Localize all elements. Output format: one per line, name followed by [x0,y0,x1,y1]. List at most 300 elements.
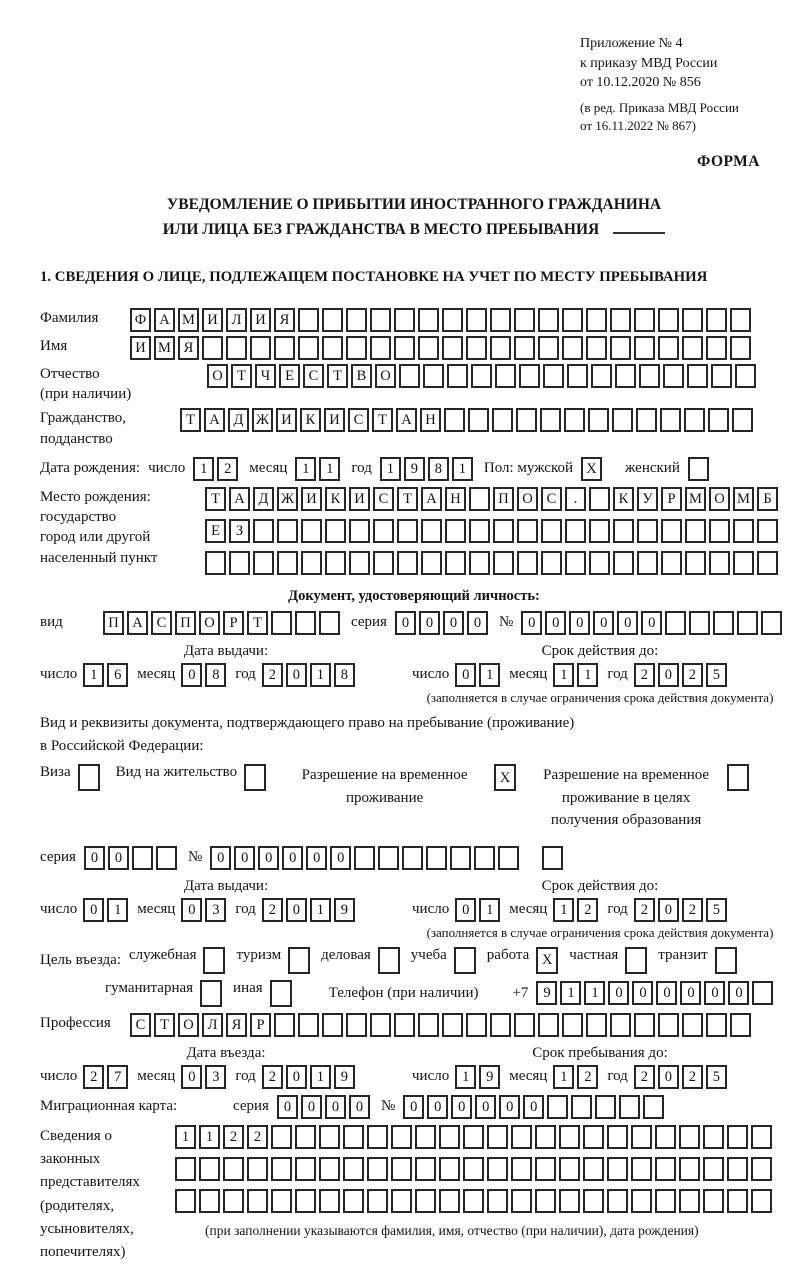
box-cell [711,364,732,388]
box-cell [490,336,511,360]
residence-issue-col [40,878,412,941]
doc-issue-month [181,663,229,687]
box-cell [466,336,487,360]
box-cell: 2 [682,1065,703,1089]
form-title-line1: УВЕДОМЛЕНИЕ О ПРИБЫТИИ ИНОСТРАННОГО ГРАЖДАНИНА [166,196,662,214]
box-cell: О [178,1013,199,1037]
box-cell [757,551,778,575]
box-cell: 2 [577,898,598,922]
box-cell: Т [231,364,252,388]
temp-residence-education-checkbox [727,764,752,791]
box-cell [247,1157,268,1181]
box-cell: Р [250,1013,271,1037]
box-cell: 2 [262,898,283,922]
box-cell [397,519,418,543]
box-cell: 0 [608,981,629,1005]
box-cell [511,1125,532,1149]
box-cell [727,764,749,791]
forma-label: ФОРМА [696,153,760,171]
box-cell [298,1013,319,1037]
box-cell [562,308,583,332]
box-cell [418,308,439,332]
box-cell: Я [178,336,199,360]
box-cell: 0 [181,663,202,687]
business-checkbox [378,947,403,974]
residence-issue-day [83,898,131,922]
box-cell [589,551,610,575]
visit-purpose-row [40,947,788,974]
box-cell [542,846,563,870]
box-cell [514,1013,535,1037]
box-cell [373,551,394,575]
header-reference [580,34,788,135]
birth-place-labels: Место рождения: государство город или другой населенный пункт [40,488,158,566]
box-cell: О [375,364,396,388]
box-cell [450,846,471,870]
box-cell [589,487,610,511]
residence-number-cells [210,846,522,870]
box-cell [271,1189,292,1213]
box-cell: 3 [205,898,226,922]
box-cell: 0 [521,611,542,635]
purpose-tourism: туризм [236,947,313,974]
box-cell [703,1157,724,1181]
box-cell [343,1125,364,1149]
box-cell [610,336,631,360]
box-cell: 0 [427,1095,448,1119]
profession-cells [130,1013,754,1037]
box-cell [757,519,778,543]
representatives-note: (при заполнении указываются фамилия, имя, отчество (при наличии), дата рождения) [205,1222,699,1238]
box-cell: 1 [584,981,605,1005]
citizenship-label: Гражданство, подданство [40,410,127,447]
box-cell [730,336,751,360]
box-cell [631,1125,652,1149]
box-cell: 1 [310,663,331,687]
box-cell [277,519,298,543]
box-cell [535,1189,556,1213]
doc-kind-label: вид [40,614,63,631]
box-cell: 1 [83,663,104,687]
box-cell: 0 [455,663,476,687]
box-cell: 9 [479,1065,500,1089]
month-label: месяц [249,460,288,477]
box-cell: 0 [181,1065,202,1089]
box-cell: А [396,408,417,432]
box-cell [229,551,250,575]
box-cell [391,1125,412,1149]
box-cell: 0 [395,611,416,635]
box-cell: 5 [706,898,727,922]
box-cell [565,519,586,543]
box-cell [493,519,514,543]
other-checkbox [270,980,295,1007]
box-cell [463,1189,484,1213]
option-residence-permit: Вид на жительство [116,764,269,791]
migration-series-label: серия [233,1098,269,1115]
box-cell: 1 [553,663,574,687]
box-cell [394,308,415,332]
month-label: месяц [509,666,548,683]
box-cell [535,1125,556,1149]
migration-series-cells [277,1095,373,1119]
box-cell: 0 [632,981,653,1005]
box-cell: Т [154,1013,175,1037]
year-label: год [607,901,628,918]
box-cell: 5 [706,663,727,687]
box-cell: Т [180,408,201,432]
box-cell: И [324,408,345,432]
box-cell: К [300,408,321,432]
box-cell [682,1013,703,1037]
month-label: месяц [509,1068,548,1085]
box-cell [679,1125,700,1149]
box-cell [271,611,292,635]
box-cell [610,308,631,332]
box-cell [391,1189,412,1213]
box-cell [343,1189,364,1213]
box-cell [565,551,586,575]
box-cell [469,551,490,575]
box-cell [205,551,226,575]
box-cell [583,1125,604,1149]
box-cell [175,1157,196,1181]
box-cell: И [276,408,297,432]
header-line: (в ред. Приказа МВД России [580,99,739,115]
box-cell [538,336,559,360]
box-cell [319,1189,340,1213]
box-cell: 2 [262,663,283,687]
box-cell: 1 [479,898,500,922]
box-cell [655,1125,676,1149]
residence-number-label: № [187,849,203,866]
box-cell [415,1125,436,1149]
box-cell [415,1157,436,1181]
box-cell [589,519,610,543]
box-cell [367,1189,388,1213]
birth-place-row1 [205,487,781,511]
validity-note: (заполняется в случае ограничения срока действия документа) [426,689,774,705]
box-cell: В [351,364,372,388]
form-title [40,193,788,243]
private-checkbox [625,947,650,974]
box-cell: X [494,764,516,791]
box-cell: Р [223,611,244,635]
purpose-private: частная [569,947,650,974]
stay-until-col [412,1045,788,1089]
box-cell [541,551,562,575]
box-cell [684,408,705,432]
box-cell: Ж [252,408,273,432]
box-cell [274,1013,295,1037]
box-cell: . [565,487,586,511]
box-cell [295,1189,316,1213]
box-cell: 0 [455,898,476,922]
box-cell [706,308,727,332]
header-revision [580,99,788,135]
visit-purpose-label: Цель въезда: [40,951,121,968]
birth-date-row [40,457,788,481]
box-cell [418,336,439,360]
box-cell [223,1157,244,1181]
residence-valid-year [634,898,730,922]
stay-day [455,1065,503,1089]
birth-year-cells [380,457,476,481]
box-cell [709,551,730,575]
box-cell [607,1125,628,1149]
box-cell [586,308,607,332]
box-cell: Т [205,487,226,511]
purpose-work: работа X [487,947,562,974]
box-cell: 2 [682,898,703,922]
box-cell [679,1157,700,1181]
sex-female-label: женский [625,460,680,477]
box-cell: 0 [84,846,105,870]
residence-issue-month [181,898,229,922]
box-cell [735,364,756,388]
residence-series-row [40,846,788,870]
box-cell: П [493,487,514,511]
box-cell [471,364,492,388]
migration-card-row [40,1095,788,1119]
citizenship-cells [180,408,756,432]
year-label: год [607,666,628,683]
box-cell [319,611,340,635]
box-cell: 1 [577,663,598,687]
box-cell [586,336,607,360]
birth-month-cells [295,457,343,481]
box-cell [607,1157,628,1181]
box-cell [295,1157,316,1181]
box-cell [610,1013,631,1037]
box-cell: Я [226,1013,247,1037]
box-cell [591,364,612,388]
box-cell [658,336,679,360]
birth-place-row2 [205,519,781,543]
box-cell [583,1157,604,1181]
surname-label: Фамилия [40,309,99,326]
tourism-checkbox [288,947,313,974]
box-cell: Ф [130,308,151,332]
identity-doc-row [40,611,788,635]
box-cell [559,1125,580,1149]
box-cell [679,1189,700,1213]
box-cell: 0 [258,846,279,870]
box-cell [613,551,634,575]
birth-place-block [40,487,788,580]
box-cell [325,551,346,575]
month-label: месяц [137,666,176,683]
box-cell: 0 [443,611,464,635]
box-cell [203,947,225,974]
box-cell [378,947,400,974]
box-cell: 0 [728,981,749,1005]
box-cell [270,980,292,1007]
box-cell: 0 [234,846,255,870]
box-cell: 0 [593,611,614,635]
box-cell: Н [445,487,466,511]
residence-series-label: серия [40,849,76,866]
box-cell: Л [202,1013,223,1037]
box-cell: С [348,408,369,432]
box-cell: А [229,487,250,511]
entry-year [262,1065,358,1089]
box-cell: 0 [419,611,440,635]
box-cell [487,1157,508,1181]
box-cell: Р [661,487,682,511]
issue-date-heading: Дата выдачи: [183,877,269,894]
entry-dates-block [40,1045,788,1089]
box-cell [715,947,737,974]
box-cell [661,519,682,543]
box-cell: 1 [319,457,340,481]
box-cell: 0 [641,611,662,635]
box-cell [301,519,322,543]
box-cell: Т [372,408,393,432]
box-cell: 0 [286,663,307,687]
box-cell [418,1013,439,1037]
residence-doc-line2: в Российской Федерации: [40,738,204,754]
box-cell [619,1095,640,1119]
work-checkbox [536,947,561,974]
box-cell: 1 [199,1125,220,1149]
box-cell: 0 [499,1095,520,1119]
box-cell [78,764,100,791]
box-cell [288,947,310,974]
box-cell: 5 [706,1065,727,1089]
phone-prefix: +7 [512,984,529,1001]
birth-place-rows [205,487,788,580]
box-cell [631,1157,652,1181]
box-cell [706,1013,727,1037]
box-cell [658,308,679,332]
box-cell: 1 [107,898,128,922]
residence-dates-block [40,878,788,941]
form-title-line2: ИЛИ ЛИЦА БЕЗ ГРАЖДАНСТВА В МЕСТО ПРЕБЫВАНИЯ [40,218,788,243]
box-cell: 7 [107,1065,128,1089]
surname-row [40,308,788,332]
stay-month [553,1065,601,1089]
residence-series-cells [84,846,180,870]
box-cell [615,364,636,388]
box-cell: И [202,308,223,332]
box-cell: Ч [255,364,276,388]
box-cell [442,336,463,360]
study-checkbox [454,947,479,974]
box-cell [625,947,647,974]
box-cell: 0 [545,611,566,635]
option-temp-residence-education: Разрешение на временное проживание в целях получения образования [532,764,752,832]
day-label: число [412,1068,450,1085]
residence-extra-cell [542,846,566,870]
sex-male-checkbox [581,457,605,481]
box-cell [277,551,298,575]
box-cell: И [250,308,271,332]
box-cell [442,1013,463,1037]
box-cell: 0 [680,981,701,1005]
profession-label: Профессия [40,1014,111,1031]
box-cell: Л [226,308,247,332]
box-cell [394,1013,415,1037]
box-cell: А [421,487,442,511]
migration-number-cells [403,1095,667,1119]
box-cell: О [207,364,228,388]
box-cell [421,519,442,543]
doc-series-cells [395,611,491,635]
box-cell: 3 [205,1065,226,1089]
box-cell [199,1189,220,1213]
box-cell: 0 [451,1095,472,1119]
box-cell: 0 [286,1065,307,1089]
validity-note: (заполняется в случае ограничения срока действия документа) [426,924,774,940]
box-cell [463,1157,484,1181]
box-cell [634,308,655,332]
box-cell: 2 [634,898,655,922]
box-cell: 6 [107,663,128,687]
box-cell [370,308,391,332]
box-cell: С [541,487,562,511]
valid-until-heading: Срок действия до: [541,877,659,894]
birth-date-label: Дата рождения: [40,460,141,477]
box-cell [474,846,495,870]
doc-kind-cells [103,611,343,635]
header-line: Приложение № 4 [580,36,683,51]
box-cell: А [154,308,175,332]
box-cell [685,519,706,543]
box-cell [661,551,682,575]
box-cell: 8 [205,663,226,687]
box-cell: 0 [467,611,488,635]
box-cell [634,336,655,360]
box-cell [643,1095,664,1119]
box-cell: Н [420,408,441,432]
box-cell [200,980,222,1007]
box-cell: Т [327,364,348,388]
box-cell [519,364,540,388]
box-cell [514,308,535,332]
box-cell: С [373,487,394,511]
box-cell: 0 [286,898,307,922]
entry-month [181,1065,229,1089]
box-cell [562,336,583,360]
box-cell: 0 [617,611,638,635]
box-cell: 0 [181,898,202,922]
box-cell [727,1157,748,1181]
official-checkbox [203,947,228,974]
box-cell: Я [274,308,295,332]
box-cell [469,487,490,511]
box-cell [346,308,367,332]
box-cell [511,1189,532,1213]
name-row [40,336,788,360]
box-cell [752,981,773,1005]
doc-dates-block [40,643,788,706]
doc-series-label: серия [351,614,387,631]
box-cell [325,519,346,543]
box-cell [466,308,487,332]
box-cell: 9 [334,898,355,922]
box-cell: А [204,408,225,432]
box-cell: 1 [175,1125,196,1149]
doc-valid-day [455,663,503,687]
residence-permit-checkbox [244,764,269,791]
residence-valid-day [455,898,503,922]
year-label: год [235,1068,256,1085]
box-cell [751,1157,772,1181]
box-cell [322,308,343,332]
box-cell [586,1013,607,1037]
box-cell: 2 [247,1125,268,1149]
